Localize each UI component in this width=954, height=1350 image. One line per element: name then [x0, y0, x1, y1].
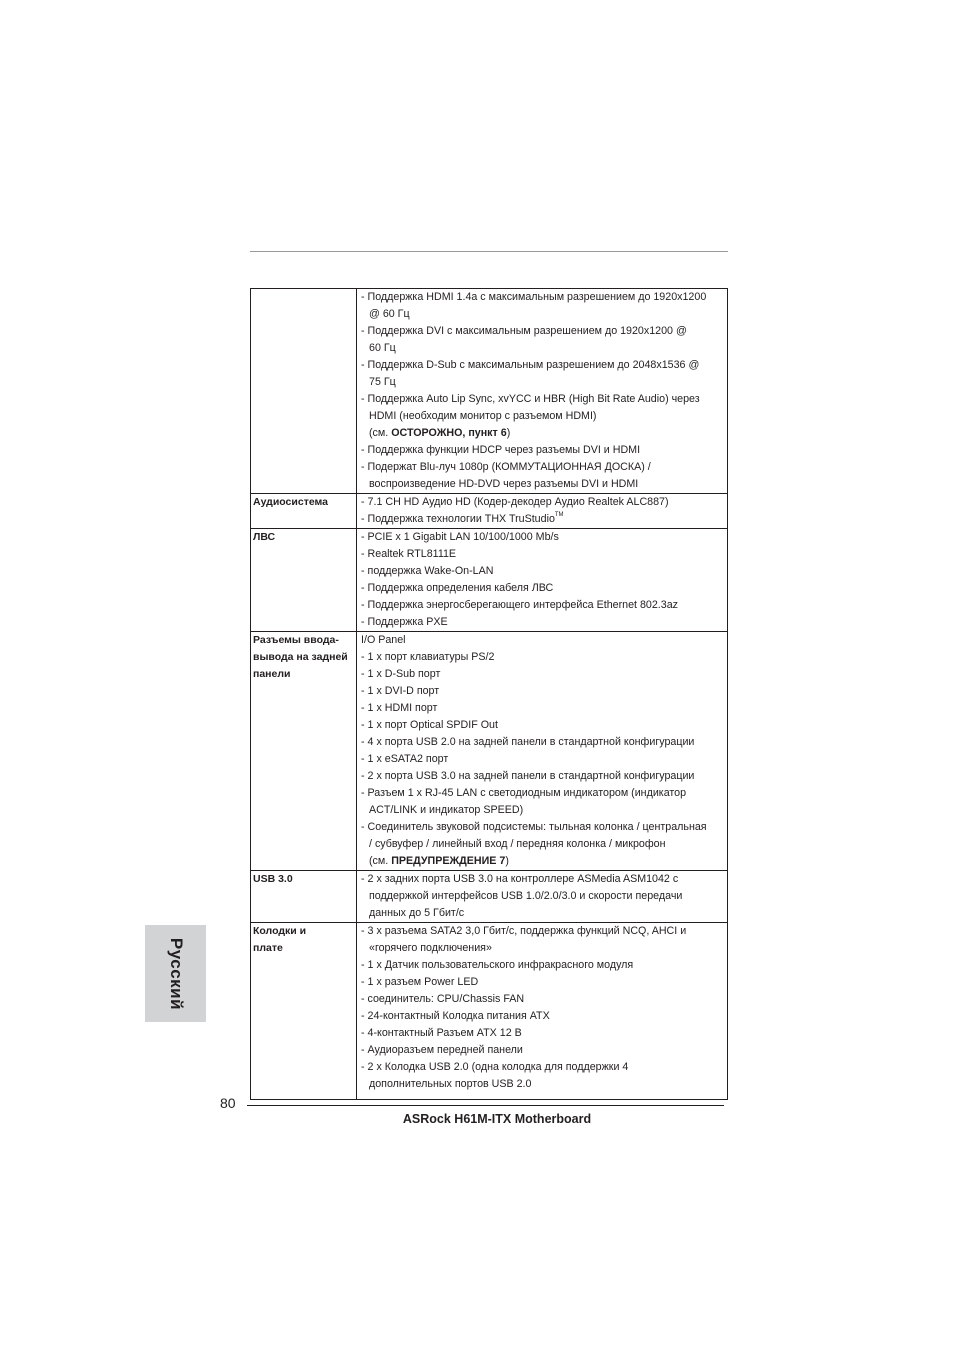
- spec-value-line: [361, 476, 725, 493]
- spec-label: Аудиосистема: [253, 496, 329, 508]
- spec-value-text: поддержкой интерфейсов USB 1.0/2.0/3.0 и скорости передачи: [369, 890, 683, 902]
- spec-value-line: [361, 323, 725, 340]
- spec-value-line: [361, 649, 725, 666]
- spec-value-text: - Поддержка технологии THX TruStudio: [361, 513, 555, 525]
- spec-value-line: [361, 923, 725, 940]
- spec-label-cell: [251, 871, 357, 922]
- spec-value-line: [361, 614, 725, 631]
- spec-value-line: [361, 597, 725, 614]
- trademark-superscript: TM: [554, 512, 564, 518]
- spec-value-cell: [357, 494, 727, 528]
- cell-padding: [361, 1093, 725, 1099]
- spec-label: панели: [253, 668, 291, 680]
- spec-value-text: - Поддержка D-Sub с максимальным разрешением до 2048x1536 @: [361, 359, 700, 371]
- spec-value-text: 75 Гц: [369, 376, 396, 388]
- spec-value-text: - PCIE x 1 Gigabit LAN 10/100/1000 Mb/s: [361, 531, 559, 543]
- spec-value-text: - Подержат Blu-луч 1080p (КОММУТАЦИОННАЯ ДОСКА) /: [361, 461, 651, 473]
- spec-value-text: ): [505, 855, 509, 867]
- spec-value-text: 60 Гц: [369, 342, 396, 354]
- spec-value-text: - Поддержка функции HDCP через разъемы DVI и HDMI: [361, 444, 641, 456]
- spec-value-text: - 2 x порта USB 3.0 на задней панели в стандартной конфигурации: [361, 770, 695, 782]
- header-rule: [250, 251, 728, 252]
- spec-value-text: - Поддержка PXE: [361, 616, 448, 628]
- spec-value-text: - 4 x порта USB 2.0 на задней панели в стандартной конфигурации: [361, 736, 695, 748]
- spec-row: [251, 922, 727, 1099]
- spec-value-line: [361, 357, 725, 374]
- spec-label: Колодки и: [253, 925, 307, 937]
- spec-value-text: - Поддержка HDMI 1.4a с максимальным разрешением до 1920x1200: [361, 291, 707, 303]
- spec-value-line: [361, 717, 725, 734]
- spec-value-text: / субвуфер / линейный вход / передняя колонка / микрофон: [369, 838, 666, 850]
- spec-value-line: [361, 905, 725, 922]
- footer-rule: [247, 1105, 724, 1106]
- language-tab-label: Русский: [166, 937, 186, 1010]
- spec-value-line: [361, 632, 725, 649]
- spec-value-line: [361, 853, 725, 870]
- spec-value-text: - Поддержка энергосберегающего интерфейса Ethernet 802.3az: [361, 599, 678, 611]
- spec-value-cell: [357, 289, 727, 493]
- spec-value-text: - Разъем 1 x RJ-45 LAN с светодиодным индикатором (индикатор: [361, 787, 687, 799]
- spec-value-line: [361, 957, 725, 974]
- spec-row: [251, 528, 727, 631]
- spec-value-line: [361, 442, 725, 459]
- spec-value-text: - 2 x задних порта USB 3.0 на контроллере ASMedia ASM1042 с: [361, 873, 679, 885]
- spec-value-line: [361, 1076, 725, 1093]
- spec-value-text: воспроизведение HD-DVD через разъемы DVI и HDMI: [369, 478, 639, 490]
- spec-value-text: - Realtek RTL8111E: [361, 548, 457, 560]
- spec-value-line: [361, 391, 725, 408]
- spec-value-text: ACT/LINK и индикатор SPEED): [369, 804, 524, 816]
- spec-value-line: [361, 374, 725, 391]
- spec-value-line: [361, 529, 725, 546]
- spec-value-cell: [357, 871, 727, 922]
- spec-value-text: - 1 x разъем Power LED: [361, 976, 479, 988]
- spec-value-line: [361, 1059, 725, 1076]
- spec-value-line: [361, 306, 725, 323]
- spec-value-line: [361, 683, 725, 700]
- spec-value-line: [361, 425, 725, 442]
- spec-value-line: [361, 580, 725, 597]
- spec-value-line: [361, 1008, 725, 1025]
- spec-value-text: ): [506, 427, 511, 439]
- spec-value-text: - Поддержка Auto Lip Sync, xvYCC и HBR (High Bit Rate Audio) через: [361, 393, 700, 405]
- spec-value-text: - 7.1 CH HD Аудио HD (Кодер-декодер Аудио Realtek ALC887): [361, 496, 669, 508]
- spec-value-text: - 1 x порт клавиатуры PS/2: [361, 651, 495, 663]
- spec-value-line: [361, 408, 725, 425]
- spec-value-text: - Поддержка DVI с максимальным разрешением до 1920x1200 @: [361, 325, 687, 337]
- spec-label-cell: [251, 632, 357, 870]
- spec-value-text: - 3 x разъема SATA2 3,0 Гбит/с, поддержка функций NCQ, AHCI и: [361, 925, 687, 937]
- spec-value-text: данных до 5 Гбит/с: [369, 907, 465, 919]
- spec-label: USB 3.0: [253, 873, 293, 885]
- spec-value-text: HDMI (необходим монитор с разъемом HDMI): [369, 410, 597, 422]
- spec-label: вывода на задней: [253, 651, 348, 663]
- spec-value-line: [361, 751, 725, 768]
- spec-label-cell: [251, 923, 357, 1099]
- spec-value-text: I/O Panel: [361, 634, 406, 646]
- spec-value-cell: [357, 923, 727, 1099]
- spec-value-cell: [357, 529, 727, 631]
- spec-value-line: [361, 974, 725, 991]
- spec-label-cell: [251, 289, 357, 493]
- spec-label: Разъемы ввода-: [253, 634, 339, 646]
- spec-value-text: - поддержка Wake-On-LAN: [361, 565, 494, 577]
- spec-label: плате: [253, 942, 283, 954]
- spec-row: [251, 493, 727, 528]
- spec-value-text: - 2 x Колодка USB 2.0 (одна колодка для поддержки 4: [361, 1061, 629, 1073]
- spec-label-cell: [251, 529, 357, 631]
- spec-value-line: [361, 802, 725, 819]
- spec-value-text: @ 60 Гц: [369, 308, 410, 320]
- spec-value-line: [361, 888, 725, 905]
- spec-value-line: [361, 459, 725, 476]
- spec-value-text: - 1 x D-Sub порт: [361, 668, 441, 680]
- spec-value-cell: [357, 632, 727, 870]
- spec-value-line: [361, 1025, 725, 1042]
- spec-value-text: - 24-контактный Колодка питания ATX: [361, 1010, 550, 1022]
- spec-value-line: [361, 991, 725, 1008]
- spec-label: ЛВС: [253, 531, 276, 543]
- spec-value-text: дополнительных портов USB 2.0: [369, 1078, 532, 1090]
- spec-value-text: - соединитель: CPU/Chassis FAN: [361, 993, 525, 1005]
- spec-row: [251, 631, 727, 870]
- spec-value-line: [361, 563, 725, 580]
- spec-value-line: [361, 666, 725, 683]
- spec-value-line: [361, 289, 725, 306]
- spec-value-text: - 1 x порт Optical SPDIF Out: [361, 719, 498, 731]
- spec-value-line: [361, 700, 725, 717]
- footer-brand: ASRock H61M-ITX Motherboard: [402, 1112, 592, 1126]
- spec-value-text: ПРЕДУПРЕЖДЕНИЕ 7: [391, 855, 506, 867]
- spec-row: [251, 289, 727, 493]
- spec-value-text: «горячего подключения»: [369, 942, 492, 954]
- spec-value-line: [361, 546, 725, 563]
- spec-row: [251, 870, 727, 922]
- spec-value-line: [361, 819, 725, 836]
- page-number: 80: [220, 1095, 236, 1111]
- spec-value-line: [361, 1042, 725, 1059]
- specification-table: [250, 288, 728, 1100]
- spec-value-text: (см.: [369, 855, 392, 867]
- spec-value-text: - Поддержка определения кабеля ЛВС: [361, 582, 554, 594]
- spec-value-text: - 1 x Датчик пользовательского инфракрасного модуля: [361, 959, 634, 971]
- spec-value-line: [361, 785, 725, 802]
- spec-value-text: ОСТОРОЖНО, пункт 6: [391, 427, 507, 439]
- spec-value-line: [361, 836, 725, 853]
- spec-value-text: - 1 x eSATA2 порт: [361, 753, 449, 765]
- spec-value-line: [361, 940, 725, 957]
- spec-value-text: - 1 x HDMI порт: [361, 702, 438, 714]
- spec-value-line: [361, 340, 725, 357]
- spec-value-text: (см.: [369, 427, 392, 439]
- spec-value-text: - Аудиоразъем передней панели: [361, 1044, 523, 1056]
- spec-label-cell: [251, 494, 357, 528]
- language-tab: [145, 925, 206, 1022]
- spec-value-line: [361, 494, 725, 511]
- spec-value-text: - 4-контактный Разъем ATX 12 В: [361, 1027, 522, 1039]
- spec-value-line: [361, 734, 725, 751]
- spec-value-text: - 1 x DVI-D порт: [361, 685, 440, 697]
- spec-value-line: [361, 768, 725, 785]
- spec-value-line: [361, 511, 725, 528]
- spec-value-line: [361, 871, 725, 888]
- spec-value-text: - Соединитель звуковой подсистемы: тыльная колонка / центральная: [361, 821, 707, 833]
